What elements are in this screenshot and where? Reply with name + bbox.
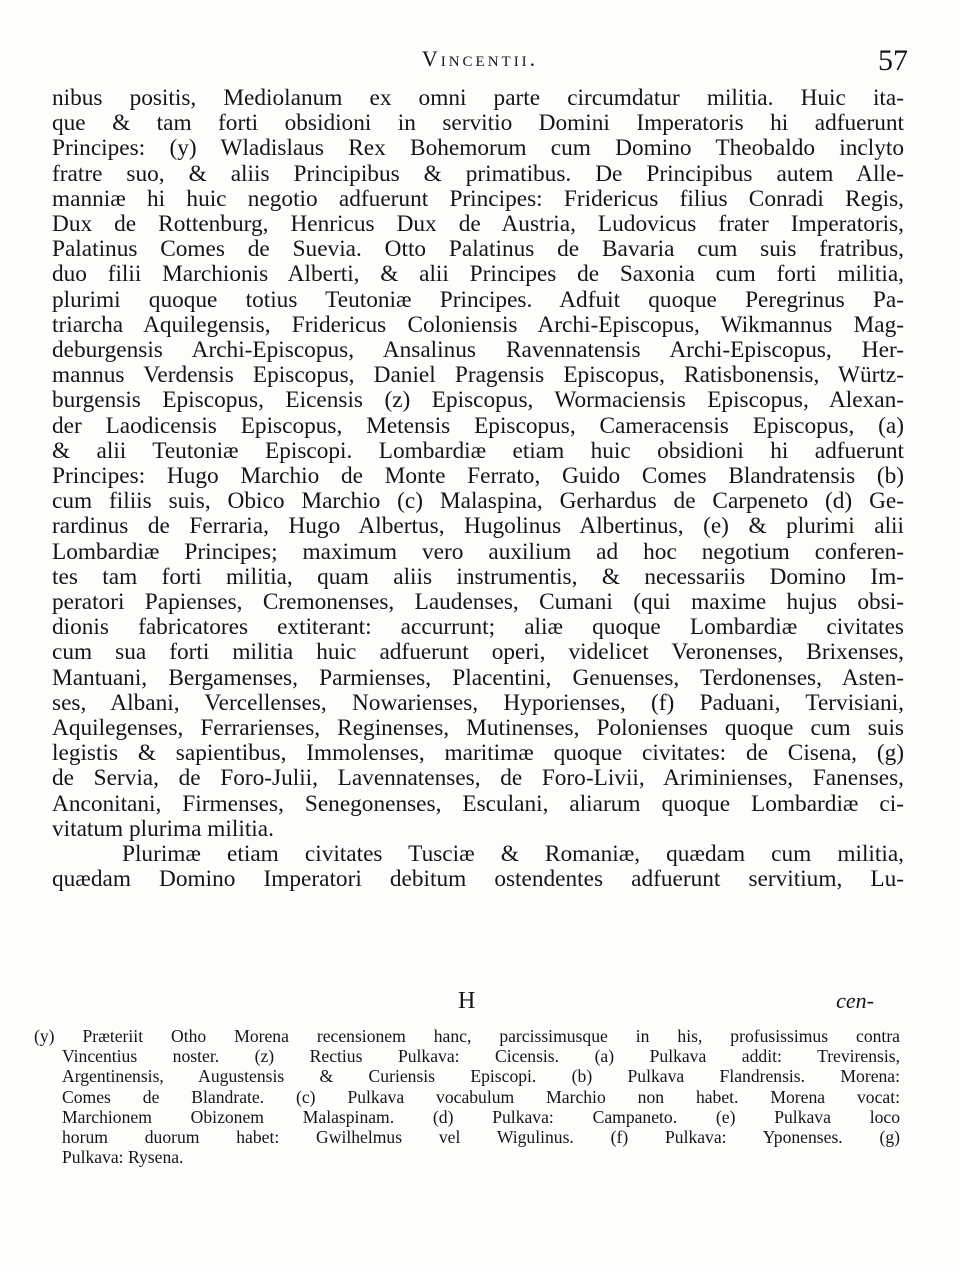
- text-line: tes tam forti militia, quam aliis instrumentis, & necessariis Domino Im-: [52, 563, 904, 590]
- text-line: plurimi quoque totius Teutoniæ Principes. Adfuit quoque Peregrinus Pa-: [52, 286, 904, 313]
- text-line: legistis & sapientibus, Immolenses, maritimæ quoque civitates: de Cisena, (g): [52, 740, 904, 767]
- page-header: [0, 44, 960, 84]
- text-line: vitatum plurima militia.: [52, 815, 274, 842]
- text-line: cum sua forti militia huic adfuerunt operi, videlicet Veronenses, Brixenses,: [52, 639, 904, 666]
- running-title: Vincentii.: [421, 46, 539, 71]
- text-line: Principes: Hugo Marchio de Monte Ferrato, Guido Comes Blandratensis (b): [52, 463, 904, 490]
- page-number: 57: [878, 44, 908, 77]
- text-line: cum filiis suis, Obico Marchio (c) Malaspina, Gerhardus de Carpeneto (d) Ge-: [52, 488, 904, 515]
- footnotes: [34, 1026, 900, 1168]
- text-line: Plurimæ etiam civitates Tusciæ & Romaniæ, quædam cum militia,: [122, 841, 904, 868]
- text-line: triarcha Aquilegensis, Fridericus Coloniensis Archi-Episcopus, Wikmannus Mag-: [52, 311, 904, 338]
- signature-row: [0, 988, 960, 1016]
- footnote-line: (y) Præteriit Otho Morena recensionem hanc, parcissimusque in his, profusissimus contra: [34, 1026, 900, 1046]
- text-line: manniæ hi huic negotio adfuerunt Principes: Fridericus filius Conradi Regis,: [52, 185, 904, 212]
- footnote-line: Pulkava: Rysena.: [62, 1147, 184, 1168]
- text-line: Lombardiæ Principes; maximum vero auxilium ad hoc negotium conferen-: [52, 538, 904, 565]
- text-line: nibus positis, Mediolanum ex omni parte circumdatur militia. Huic ita-: [52, 85, 904, 111]
- text-line: fratre suo, & aliis Principibus & primatibus. De Principibus autem Alle-: [52, 160, 904, 187]
- text-line: ses, Albani, Vercellenses, Nowarienses, Hyporienses, (f) Paduani, Tervisiani,: [52, 689, 904, 716]
- text-line: que & tam forti obsidioni in servitio Domini Imperatoris hi adfuerunt: [52, 110, 904, 137]
- text-line: mannus Verdensis Episcopus, Daniel Pragensis Episcopus, Ratisbonensis, Würtz-: [52, 362, 904, 389]
- signature-mark: H: [458, 988, 476, 1014]
- text-line: Dux de Rottenburg, Henricus Dux de Austria, Ludovicus frater Imperatoris,: [52, 211, 904, 238]
- main-text: [52, 86, 904, 893]
- text-line: deburgensis Archi-Episcopus, Ansalinus Ravennatensis Archi-Episcopus, Her-: [52, 337, 904, 364]
- text-line: & alii Teutoniæ Episcopi. Lombardiæ etiam huic obsidioni hi adfuerunt: [52, 437, 904, 464]
- text-line: burgensis Episcopus, Eicensis (z) Episcopus, Wormaciensis Episcopus, Alexan-: [52, 387, 904, 414]
- text-line: Aquilegenses, Ferrarienses, Reginenses, Mutinenses, Polonienses quoque cum suis: [52, 715, 904, 742]
- text-line: dionis fabricatores extiterant: accurrunt; aliæ quoque Lombardiæ civitates: [52, 614, 904, 641]
- text-line: peratori Papienses, Cremonenses, Laudenses, Cumani (qui maxime hujus obsi-: [52, 589, 904, 616]
- text-line: duo filii Marchionis Alberti, & alii Principes de Saxonia cum forti militia,: [52, 261, 904, 288]
- footnote-line: horum duorum habet: Gwilhelmus vel Wigulinus. (f) Pulkava: Yponenses. (g): [62, 1127, 900, 1148]
- text-line: de Servia, de Foro-Julii, Lavennatenses, de Foro-Livii, Ariminienses, Fanenses,: [52, 765, 904, 792]
- text-line: Palatinus Comes de Suevia. Otto Palatinus de Bavaria cum suis fratribus,: [52, 236, 904, 263]
- text-line: Anconitani, Firmenses, Senegonenses, Esculani, aliarum quoque Lombardiæ ci-: [52, 790, 904, 817]
- footnote-line: Argentinensis, Augustensis & Curiensis Episcopi. (b) Pulkava Flandrensis. Morena:: [62, 1066, 900, 1087]
- text-line: quædam Domino Imperatori debitum ostendentes adfuerunt servitium, Lu-: [52, 866, 904, 893]
- footnote-line: Vincentius noster. (z) Rectius Pulkava: Cicensis. (a) Pulkava addit: Trevirensis,: [62, 1046, 900, 1067]
- text-line: Mantuani, Bergamenses, Parmienses, Placentini, Genuenses, Terdonenses, Asten-: [52, 664, 904, 691]
- text-line: Principes: (y) Wladislaus Rex Bohemorum cum Domino Theobaldo inclyto: [52, 135, 904, 162]
- text-line: rardinus de Ferraria, Hugo Albertus, Hugolinus Albertinus, (e) & plurimi alii: [52, 513, 904, 540]
- footnote-line: Marchionem Obizonem Malaspinam. (d) Pulkava: Campaneto. (e) Pulkava loco: [62, 1106, 900, 1127]
- catchword: cen-: [836, 988, 874, 1013]
- text-line: der Laodicensis Episcopus, Metensis Episcopus, Cameracensis Episcopus, (a): [52, 412, 904, 439]
- footnote-line: Comes de Blandrate. (c) Pulkava vocabulum Marchio non habet. Morena vocat:: [62, 1086, 900, 1107]
